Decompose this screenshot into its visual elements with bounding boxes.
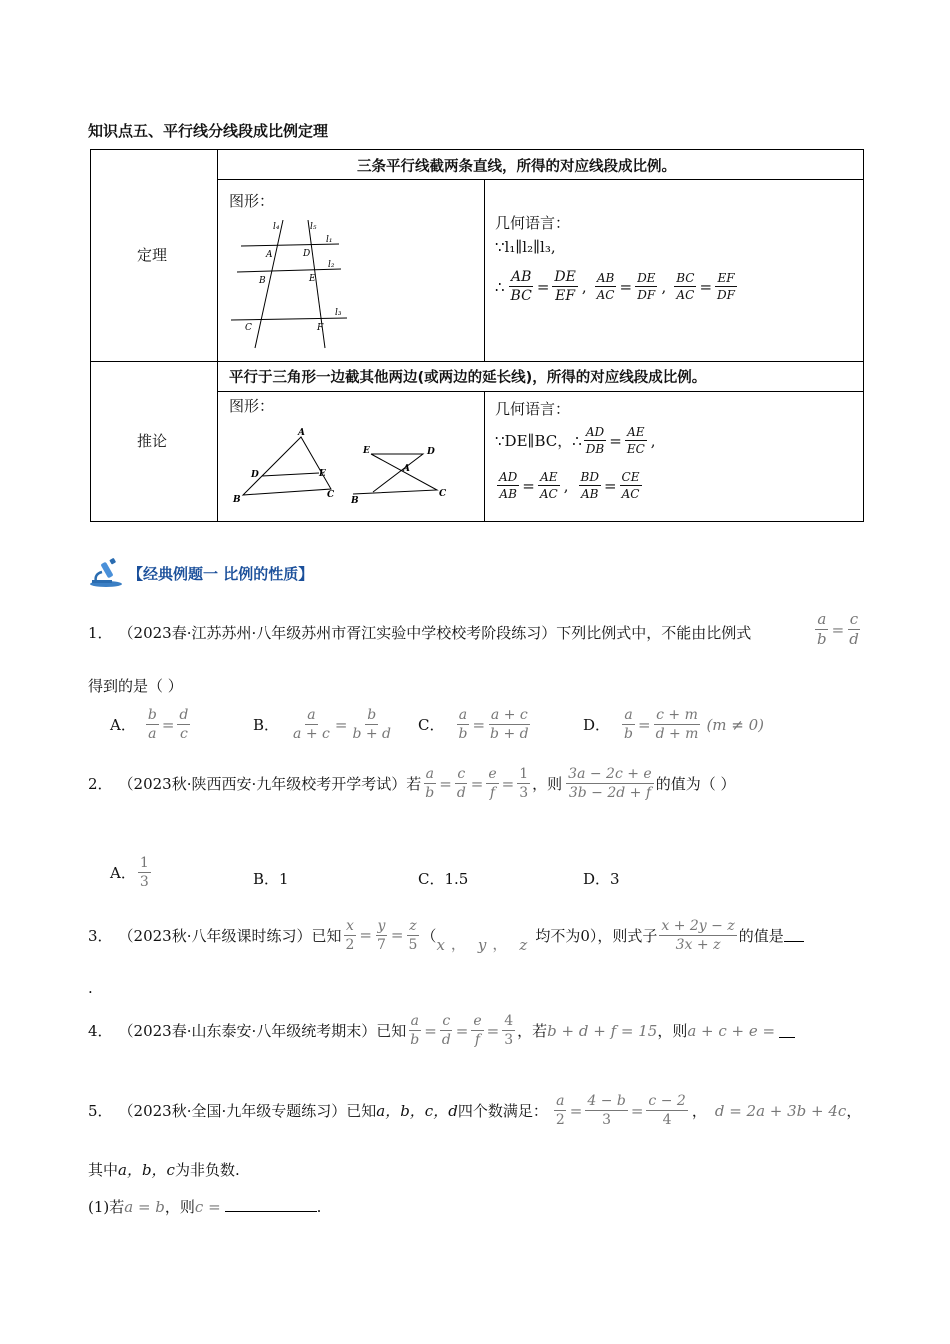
line-l1 <box>241 244 339 246</box>
q3-dot: . <box>88 979 93 997</box>
corollary-language-label: 几何语言： <box>495 400 571 418</box>
q5-line2: 其中a，b，c为非负数. <box>88 1161 240 1179</box>
bow-label-D: D <box>427 447 435 457</box>
label-l5: l₅ <box>310 222 317 232</box>
q5-sub1-answer-blank[interactable] <box>225 1200 317 1212</box>
line-l3 <box>231 318 347 320</box>
bow-label-A: A <box>403 464 410 474</box>
label-B: B <box>259 276 266 286</box>
bowtie-figure <box>351 440 471 512</box>
theorem-label: 定理 <box>137 246 168 264</box>
corollary-figure-label: 图形： <box>229 397 275 415</box>
tri-label-B: B <box>233 495 241 505</box>
theorem-language-label: 几何语言： <box>495 214 571 232</box>
corollary-statement: 平行于三角形一边截其他两边(或两边的延长线)，所得的对应线段成比例。 <box>229 370 707 386</box>
label-l2: l₂ <box>328 260 335 270</box>
q1-option-d[interactable]: D． $\frac{a}{b}$ = $\frac{c + m}{d + m}$ (m ≠ 0) <box>583 707 765 742</box>
question-3: 3． （2023秋·八年级课时练习）已知 $\frac{x}{2}$ = $\frac{y}{7}$ = $\frac{z}{5}$ （ x ， y ， z 均不为0），则式子 $\frac{x + 2y - z}{3x + z}$ 的值是 <box>88 916 804 954</box>
example-header <box>88 558 313 588</box>
knowledge-table <box>90 149 864 522</box>
q1-base-ratio: $\frac{a}{b}$ = $\frac{c}{d}$ <box>817 610 859 648</box>
bow-label-E: E <box>363 446 370 456</box>
label-F: F <box>317 323 324 333</box>
q2-option-c[interactable]: C．1.5 <box>418 870 469 888</box>
q1-continuation: 得到的是（ ） <box>88 677 183 695</box>
section-title: 知识点五、平行线分线段成比例定理 <box>88 122 329 140</box>
question-5: 5． （2023秋·全国·九年级专题练习）已知 a，b，c，d 四个数满足： $\frac{a}{2}$ = $\frac{4 - b}{3}$ = $\frac{c - 2}{4}$ ， d = 2a + 3b + 4c ， <box>88 1093 862 1128</box>
bow-label-C: C <box>439 489 447 499</box>
theorem-because: ∵l₁∥l₂∥l₃, <box>495 238 556 256</box>
question-2: 2． （2023秋·陕西西安·九年级校考开学考试）若 $\frac{a}{b}$ = $\frac{c}{d}$ = $\frac{e}{f}$ = $\frac{1}{3}$ ，则 $\frac{3a - 2c + e}{3b - 2d + f}$ 的值为（ ） <box>88 766 736 801</box>
question-1: 1． （2023春·江苏苏州·八年级苏州市胥江实验中学校校考阶段练习） 下列比例式中，不能由比例式 <box>88 624 752 642</box>
tri-label-C: C <box>327 490 335 500</box>
triangle-figure <box>229 425 345 510</box>
example-title: 【经典例题一 比例的性质】 <box>128 564 314 583</box>
label-A: A <box>266 250 273 260</box>
label-l4: l₄ <box>273 222 280 232</box>
question-4: 4． （2023春·山东泰安·八年级统考期末）已知 $\frac{a}{b}$ = $\frac{c}{d}$ = $\frac{e}{f}$ = $\frac{4}{3}$ ，若 b + d + f = 15 ，则 a + c + e = <box>88 1014 795 1047</box>
q1-option-c[interactable]: C． $\frac{a}{b}$ = $\frac{a + c}{b + d}$ <box>418 707 529 742</box>
label-l1: l₁ <box>326 235 333 245</box>
q2-option-d[interactable]: D．3 <box>583 870 620 888</box>
label-D: D <box>303 249 311 259</box>
q2-option-a[interactable]: A． $\frac{1}{3}$ <box>110 855 149 890</box>
parallel-lines-figure <box>229 220 369 350</box>
label-E: E <box>309 274 316 284</box>
tri-label-A: A <box>298 428 305 438</box>
label-C: C <box>245 323 252 333</box>
corollary-label: 推论 <box>137 432 168 450</box>
theorem-figure-label: 图形： <box>229 192 275 210</box>
q2-option-b[interactable]: B．1 <box>253 870 289 888</box>
q1-option-a[interactable]: A． $\frac{b}{a}$ = $\frac{d}{c}$ <box>110 707 189 742</box>
line-l2 <box>237 269 341 272</box>
bow-label-B: B <box>351 496 359 506</box>
theorem-statement: 三条平行线截两条直线，所得的对应线段成比例。 <box>357 159 676 175</box>
corollary-ratios-line1: ∵DE∥BC，∴ $\frac{AD}{DB}$ = $\frac{AE}{EC}$ , <box>495 425 656 456</box>
tri-label-E: E <box>319 469 326 479</box>
theorem-ratios: ∴ $\frac{AB}{BC}$ = $\frac{DE}{EF}$ , $\frac{AB}{AC}$ = $\frac{DE}{DF}$ , $\frac{BC}{AC}$ = $\frac{EF}{DF}$ <box>495 269 735 304</box>
q5-sub1: (1)若 a = b ，则 c = . <box>88 1198 322 1216</box>
corollary-ratios-line2: $\frac{AD}{AB}$ = $\frac{AE}{AC}$ , $\frac{BD}{AB}$ = $\frac{CE}{AC}$ <box>499 470 640 501</box>
microscope-icon <box>88 558 124 588</box>
q1-option-b[interactable]: B． $\frac{a}{a + c}$ = $\frac{b}{b + d}$ <box>253 707 391 742</box>
tri-label-D: D <box>251 470 259 480</box>
label-l3: l₃ <box>335 308 342 318</box>
